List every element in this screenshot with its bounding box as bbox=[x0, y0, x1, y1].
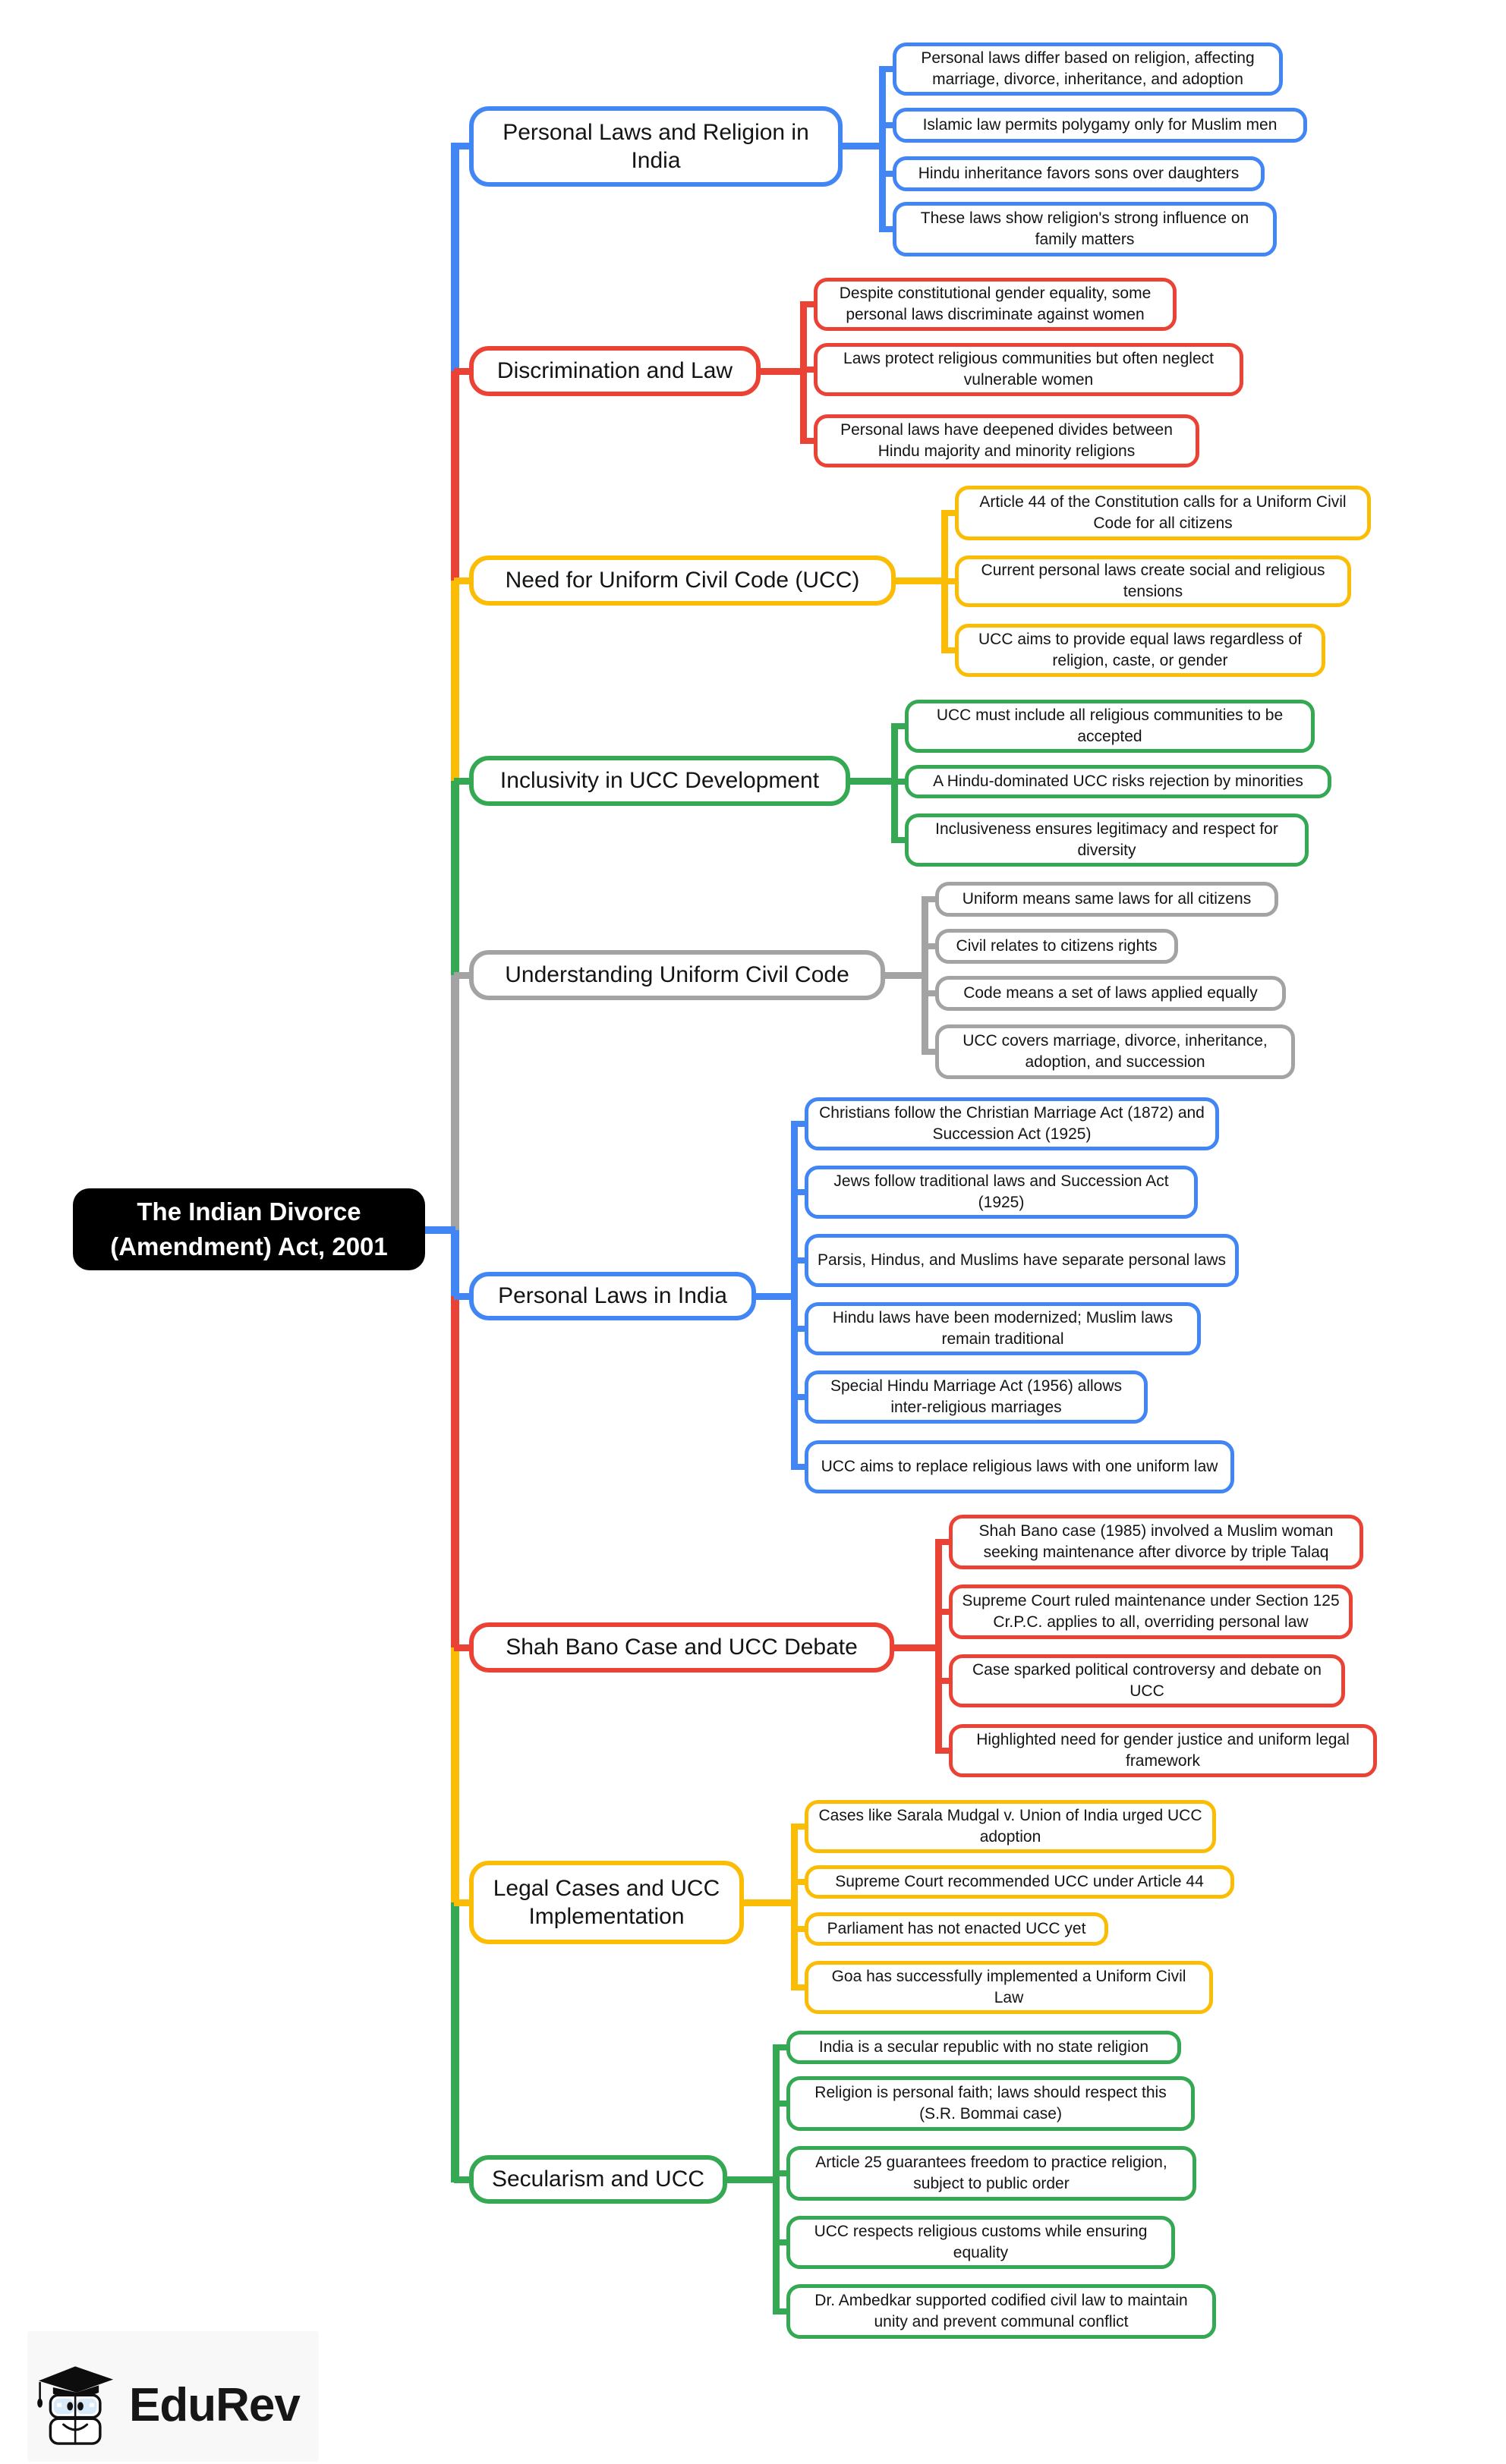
child-node: Article 25 guarantees freedom to practice religion, subject to public order bbox=[786, 2146, 1196, 2201]
child-node: Despite constitutional gender equality, some personal laws discriminate against women bbox=[814, 278, 1177, 331]
child-node: Case sparked political controversy and debate on UCC bbox=[949, 1654, 1345, 1707]
child-node: Personal laws differ based on religion, affecting marriage, divorce, inheritance, and adoption bbox=[893, 42, 1283, 96]
child-node: Uniform means same laws for all citizens bbox=[935, 882, 1278, 917]
child-node: Dr. Ambedkar supported codified civil law to maintain unity and prevent communal conflict bbox=[786, 2284, 1216, 2339]
child-node: These laws show religion's strong influence on family matters bbox=[893, 202, 1277, 256]
child-node: UCC covers marriage, divorce, inheritance, adoption, and succession bbox=[935, 1024, 1295, 1079]
branch-head-discrimination-and-law: Discrimination and Law bbox=[469, 346, 761, 396]
child-node: UCC respects religious customs while ensuring equality bbox=[786, 2216, 1175, 2269]
branch-head-secularism-and-ucc: Secularism and UCC bbox=[469, 2155, 727, 2204]
child-node: Cases like Sarala Mudgal v. Union of India urged UCC adoption bbox=[805, 1800, 1216, 1853]
branch-head-understanding-uniform-civil-code: Understanding Uniform Civil Code bbox=[469, 950, 885, 1000]
branch-head-legal-cases-and-ucc-implementation: Legal Cases and UCC Implementation bbox=[469, 1861, 744, 1944]
child-node: Code means a set of laws applied equally bbox=[935, 976, 1286, 1011]
child-node: Current personal laws create social and religious tensions bbox=[955, 555, 1351, 607]
edurev-wordmark: EduRev bbox=[129, 2379, 300, 2431]
branch-head-personal-laws-and-religion-in-india: Personal Laws and Religion in India bbox=[469, 106, 843, 187]
child-node: Supreme Court ruled maintenance under Section 125 Cr.P.C. applies to all, overriding personal law bbox=[949, 1584, 1353, 1639]
child-node: Inclusiveness ensures legitimacy and respect for diversity bbox=[905, 813, 1309, 867]
child-node: A Hindu-dominated UCC risks rejection by minorities bbox=[905, 765, 1331, 798]
graduation-cap-icon bbox=[33, 2359, 118, 2453]
child-node: UCC aims to provide equal laws regardless of religion, caste, or gender bbox=[955, 624, 1325, 677]
central-topic-node: The Indian Divorce (Amendment) Act, 2001 bbox=[73, 1188, 425, 1270]
child-node: Article 44 of the Constitution calls for a Uniform Civil Code for all citizens bbox=[955, 486, 1371, 540]
child-node: Supreme Court recommended UCC under Article 44 bbox=[805, 1865, 1234, 1899]
branch-head-personal-laws-in-india: Personal Laws in India bbox=[469, 1272, 756, 1320]
child-node: Shah Bano case (1985) involved a Muslim woman seeking maintenance after divorce by triple Talaq bbox=[949, 1515, 1363, 1569]
child-node: Laws protect religious communities but often neglect vulnerable women bbox=[814, 343, 1243, 396]
child-node: Hindu inheritance favors sons over daughters bbox=[893, 156, 1265, 191]
child-node: Christians follow the Christian Marriage Act (1872) and Succession Act (1925) bbox=[805, 1097, 1219, 1150]
branch-head-need-for-uniform-civil-code-ucc: Need for Uniform Civil Code (UCC) bbox=[469, 555, 896, 606]
child-node: Hindu laws have been modernized; Muslim laws remain traditional bbox=[805, 1302, 1201, 1355]
child-node: Civil relates to citizens rights bbox=[935, 929, 1178, 964]
child-node: UCC aims to replace religious laws with one uniform law bbox=[805, 1440, 1234, 1493]
child-node: Parsis, Hindus, and Muslims have separate personal laws bbox=[805, 1234, 1239, 1287]
child-node: Jews follow traditional laws and Succession Act (1925) bbox=[805, 1166, 1198, 1219]
child-node: Religion is personal faith; laws should respect this (S.R. Bommai case) bbox=[786, 2076, 1195, 2131]
child-node: UCC must include all religious communities to be accepted bbox=[905, 700, 1315, 753]
child-node: Special Hindu Marriage Act (1956) allows inter-religious marriages bbox=[805, 1370, 1148, 1424]
child-node: Islamic law permits polygamy only for Muslim men bbox=[893, 108, 1307, 143]
child-node: Personal laws have deepened divides between Hindu majority and minority religions bbox=[814, 414, 1199, 467]
branch-head-shah-bano-case-and-ucc-debate: Shah Bano Case and UCC Debate bbox=[469, 1622, 894, 1673]
child-node: Parliament has not enacted UCC yet bbox=[805, 1912, 1108, 1946]
child-node: Goa has successfully implemented a Uniform Civil Law bbox=[805, 1961, 1213, 2014]
branch-head-inclusivity-in-ucc-development: Inclusivity in UCC Development bbox=[469, 756, 850, 806]
child-node: Highlighted need for gender justice and uniform legal framework bbox=[949, 1724, 1377, 1777]
child-node: India is a secular republic with no state religion bbox=[786, 2031, 1181, 2064]
